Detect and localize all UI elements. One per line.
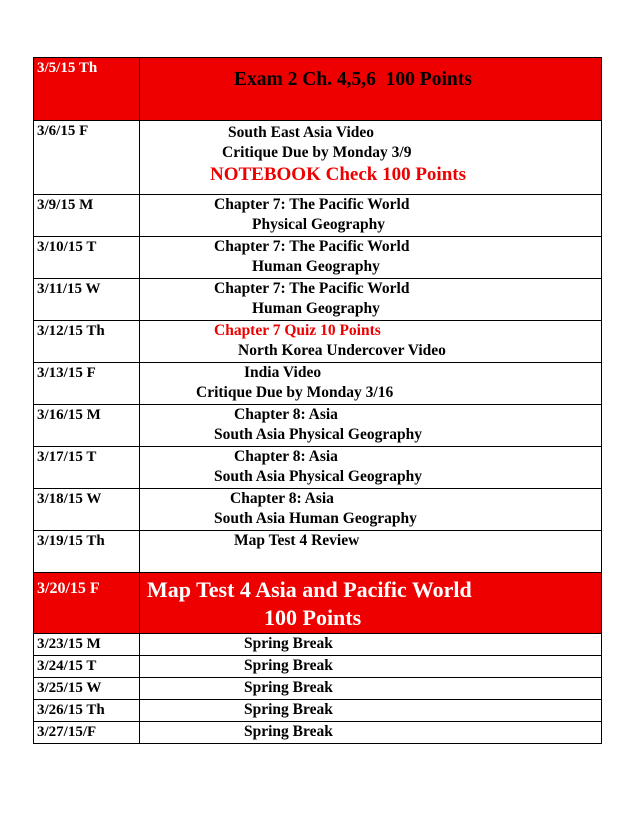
table-row <box>34 405 602 447</box>
description-cell <box>140 58 602 121</box>
table-row <box>34 573 602 634</box>
date-cell <box>34 573 140 634</box>
description-line: South Asia Physical Geography <box>214 426 422 443</box>
description-cell <box>140 363 602 405</box>
description-line: Chapter 7: The Pacific World <box>214 196 410 213</box>
description-cell <box>140 722 602 744</box>
date-cell: 3/27/15/F <box>34 722 140 744</box>
schedule-table <box>33 57 602 744</box>
table-row <box>34 447 602 489</box>
description-line: Spring Break <box>244 679 333 696</box>
description-cell <box>140 656 602 678</box>
description-line: North Korea Undercover Video <box>238 342 446 359</box>
date-cell: 3/9/15 M <box>34 195 140 237</box>
date-cell: 3/23/15 M <box>34 634 140 656</box>
description-line: Spring Break <box>244 701 333 718</box>
description-line: Spring Break <box>244 657 333 674</box>
description-line: Human Geography <box>252 258 380 275</box>
description-line: Map Test 4 Review <box>234 532 360 549</box>
description-cell <box>140 489 602 531</box>
table-row <box>34 656 602 678</box>
date-cell: 3/19/15 Th <box>34 531 140 573</box>
date-cell: 3/6/15 F <box>34 121 140 195</box>
description-cell <box>140 321 602 363</box>
description-line: Chapter 8: Asia <box>234 448 338 465</box>
date-cell: 3/26/15 Th <box>34 700 140 722</box>
date-text: 3/20/15 F <box>37 580 100 597</box>
exam-title: Exam 2 Ch. 4,5,6 100 Points <box>234 69 472 90</box>
map-test-title: Map Test 4 Asia and Pacific World <box>147 577 472 602</box>
date-cell: 3/12/15 Th <box>34 321 140 363</box>
description-line: South East Asia Video <box>228 124 375 141</box>
description-line: Physical Geography <box>252 216 386 233</box>
description-line: Critique Due by Monday 3/16 <box>196 384 394 401</box>
description-cell <box>140 405 602 447</box>
table-row <box>34 634 602 656</box>
description-line: Chapter 8: Asia <box>234 406 338 423</box>
table-row <box>34 722 602 744</box>
table-row <box>34 237 602 279</box>
description-line: Human Geography <box>252 300 380 317</box>
description-line: South Asia Physical Geography <box>214 468 422 485</box>
quiz-line: Chapter 7 Quiz 10 Points <box>214 322 381 339</box>
description-cell <box>140 678 602 700</box>
date-cell: 3/16/15 M <box>34 405 140 447</box>
description-cell <box>140 634 602 656</box>
description-line: Chapter 8: Asia <box>230 490 334 507</box>
notebook-check: NOTEBOOK Check 100 Points <box>210 164 466 185</box>
table-row <box>34 279 602 321</box>
table-row <box>34 321 602 363</box>
date-cell: 3/25/15 W <box>34 678 140 700</box>
description-line: South Asia Human Geography <box>214 510 417 527</box>
description-cell <box>140 573 602 634</box>
description-line: Chapter 7: The Pacific World <box>214 238 410 255</box>
date-cell: 3/11/15 W <box>34 279 140 321</box>
table-row <box>34 121 602 195</box>
table-row <box>34 58 602 121</box>
description-line: Spring Break <box>244 635 333 652</box>
table-row <box>34 531 602 573</box>
description-cell <box>140 121 602 195</box>
table-row <box>34 363 602 405</box>
description-cell <box>140 700 602 722</box>
description-cell <box>140 279 602 321</box>
map-test-points: 100 Points <box>264 605 362 630</box>
date-cell: 3/24/15 T <box>34 656 140 678</box>
date-cell: 3/5/15 Th <box>34 58 140 121</box>
description-line: Critique Due by Monday 3/9 <box>222 144 412 161</box>
description-line: Spring Break <box>244 723 333 740</box>
description-cell <box>140 237 602 279</box>
table-row <box>34 195 602 237</box>
date-cell: 3/10/15 T <box>34 237 140 279</box>
date-cell: 3/13/15 F <box>34 363 140 405</box>
table-row <box>34 700 602 722</box>
date-cell: 3/17/15 T <box>34 447 140 489</box>
date-cell: 3/18/15 W <box>34 489 140 531</box>
description-line: India Video <box>244 364 322 381</box>
table-row <box>34 678 602 700</box>
description-cell <box>140 447 602 489</box>
description-cell <box>140 195 602 237</box>
description-cell <box>140 531 602 573</box>
description-line: Chapter 7: The Pacific World <box>214 280 410 297</box>
table-row <box>34 489 602 531</box>
